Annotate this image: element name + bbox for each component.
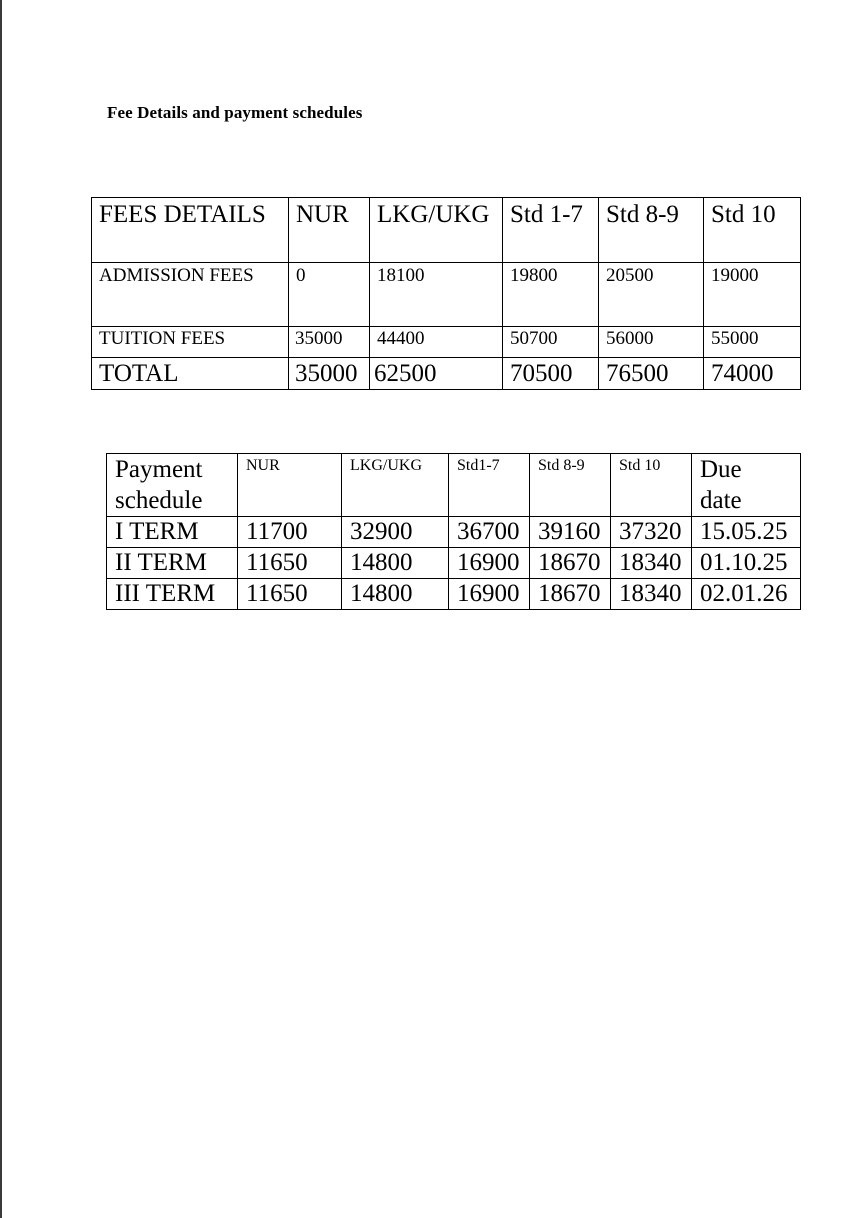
schedule-cell: 11650 [238,548,342,579]
schedule-header-line: date [700,487,742,514]
fee-cell: 76500 [599,358,704,390]
schedule-header-cell: Std 8-9 [530,454,611,517]
fee-header-cell: LKG/UKG [370,198,503,263]
fee-details-table [91,197,801,390]
schedule-cell: 16900 [449,548,530,579]
schedule-cell: 14800 [342,579,449,610]
fee-cell: 18100 [370,263,503,327]
schedule-due-date: 01.10.25 [692,548,801,579]
fee-cell: 0 [289,263,370,327]
fee-cell: 35000 [289,327,370,358]
fee-cell: 55000 [704,327,801,358]
fee-cell: 44400 [370,327,503,358]
fee-row-label: ADMISSION FEES [92,263,289,327]
fee-cell: 56000 [599,327,704,358]
fee-cell: 62500 [370,358,503,390]
fee-header-cell: FEES DETAILS [92,198,289,263]
fee-header-cell: NUR [289,198,370,263]
schedule-header-cell [692,454,801,517]
schedule-row [107,548,801,579]
fee-table-total-row [92,358,801,390]
fee-row-label: TOTAL [92,358,289,390]
schedule-header-cell: Std1-7 [449,454,530,517]
payment-schedule-table [106,453,801,610]
schedule-cell: 32900 [342,517,449,548]
schedule-header-cell: Std 10 [611,454,692,517]
document-title: Fee Details and payment schedules [107,103,363,122]
fee-cell: 19000 [704,263,801,327]
schedule-term-label: I TERM [107,517,238,548]
fee-cell: 50700 [503,327,599,358]
schedule-term-label: II TERM [107,548,238,579]
schedule-cell: 18340 [611,548,692,579]
fee-cell: 74000 [704,358,801,390]
schedule-header-line: Due [700,456,742,483]
schedule-cell: 18670 [530,579,611,610]
fee-cell: 20500 [599,263,704,327]
schedule-header-cell [107,454,238,517]
schedule-row [107,579,801,610]
fee-table-header-row [92,198,801,263]
fee-table-row [92,263,801,327]
schedule-header-line: schedule [115,487,203,514]
schedule-header-line: Payment [115,456,203,483]
schedule-row [107,517,801,548]
fee-header-cell: Std 1-7 [503,198,599,263]
schedule-cell: 11700 [238,517,342,548]
fee-table-row [92,327,801,358]
schedule-cell: 16900 [449,579,530,610]
schedule-header-cell: LKG/UKG [342,454,449,517]
schedule-cell: 18340 [611,579,692,610]
schedule-cell: 36700 [449,517,530,548]
schedule-cell: 18670 [530,548,611,579]
schedule-due-date: 15.05.25 [692,517,801,548]
fee-cell: 19800 [503,263,599,327]
fee-header-cell: Std 8-9 [599,198,704,263]
schedule-due-date: 02.01.26 [692,579,801,610]
fee-row-label: TUITION FEES [92,327,289,358]
fee-cell: 35000 [289,358,370,390]
page-left-border [0,0,2,1218]
schedule-cell: 11650 [238,579,342,610]
schedule-header-cell: NUR [238,454,342,517]
schedule-term-label: III TERM [107,579,238,610]
schedule-cell: 37320 [611,517,692,548]
schedule-cell: 39160 [530,517,611,548]
fee-cell: 70500 [503,358,599,390]
fee-header-cell: Std 10 [704,198,801,263]
schedule-header-row [107,454,801,517]
schedule-cell: 14800 [342,548,449,579]
